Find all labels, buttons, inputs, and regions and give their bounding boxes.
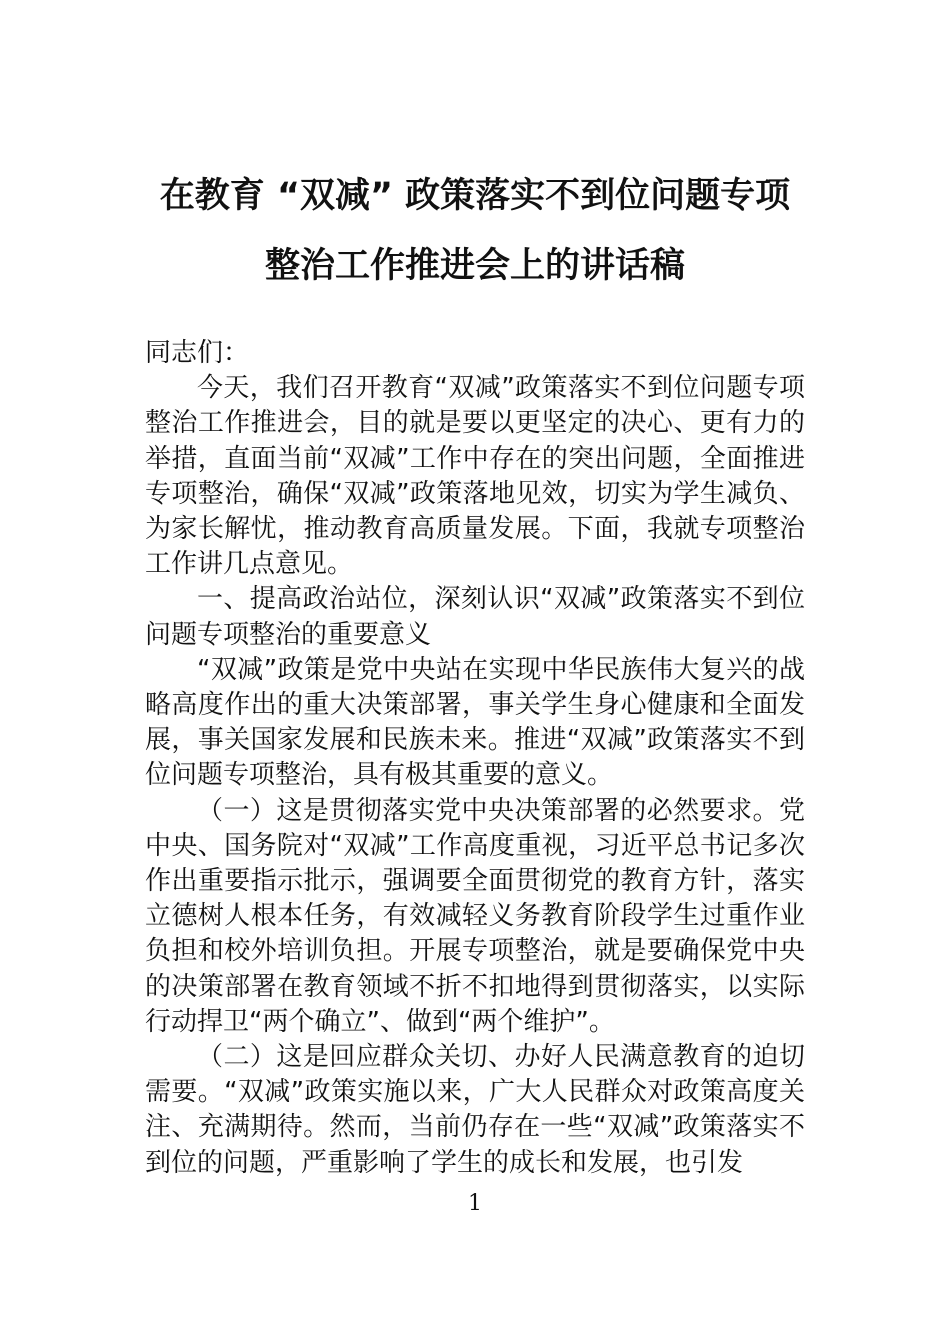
document-body <box>145 336 805 1181</box>
paragraph-point-2: （二）这是回应群众关切、办好人民满意教育的迫切需要。“双减”政策实施以来，广大人民群众对政策高度关注、充满期待。然而，当前仍存在一些“双减”政策落实不到位的问题，严重影响了学生的成长和发展，也引发 <box>145 1042 805 1178</box>
paragraph-intro: 今天，我们召开教育“双减”政策落实不到位问题专项整治工作推进会，目的就是要以更坚定的决心、更有力的举措，直面当前“双减”工作中存在的突出问题，全面推进专项整治，确保“双减”政策落地见效，切实为学生减负、为家长解忧，推动教育高质量发展。下面，我就专项整治工作讲几点意见。 <box>145 373 805 580</box>
page-number: 1 <box>468 1191 482 1216</box>
document-title-line-2: 整治工作推进会上的讲话稿 <box>264 246 685 286</box>
salutation: 同志们： <box>145 338 250 368</box>
paragraph-significance: “双减”政策是党中央站在实现中华民族伟大复兴的战略高度作出的重大决策部署，事关学生身心健康和全面发展，事关国家发展和民族未来。推进“双减”政策落实不到位问题专项整治，具有极其重要的意义。 <box>145 654 805 791</box>
section-heading-1: 一、提高政治站位，深刻认识“双减”政策落实不到位问题专项整治的重要意义 <box>145 584 805 650</box>
document-title-line-1: 在教育 “双减” 政策落实不到位问题专项 <box>159 176 791 216</box>
paragraph-point-1: （一）这是贯彻落实党中央决策部署的必然要求。党中央、国务院对“双减”工作高度重视，习近平总书记多次作出重要指示批示，强调要全面贯彻党的教育方针，落实立德树人根本任务，有效减轻义务教育阶段学生过重作业负担和校外培训负担。开展专项整治，就是要确保党中央的决策部署在教育领域不折不扣地得到贯彻落实，以实际行动捍卫“两个确立”、做到“两个维护”。 <box>145 795 805 1037</box>
